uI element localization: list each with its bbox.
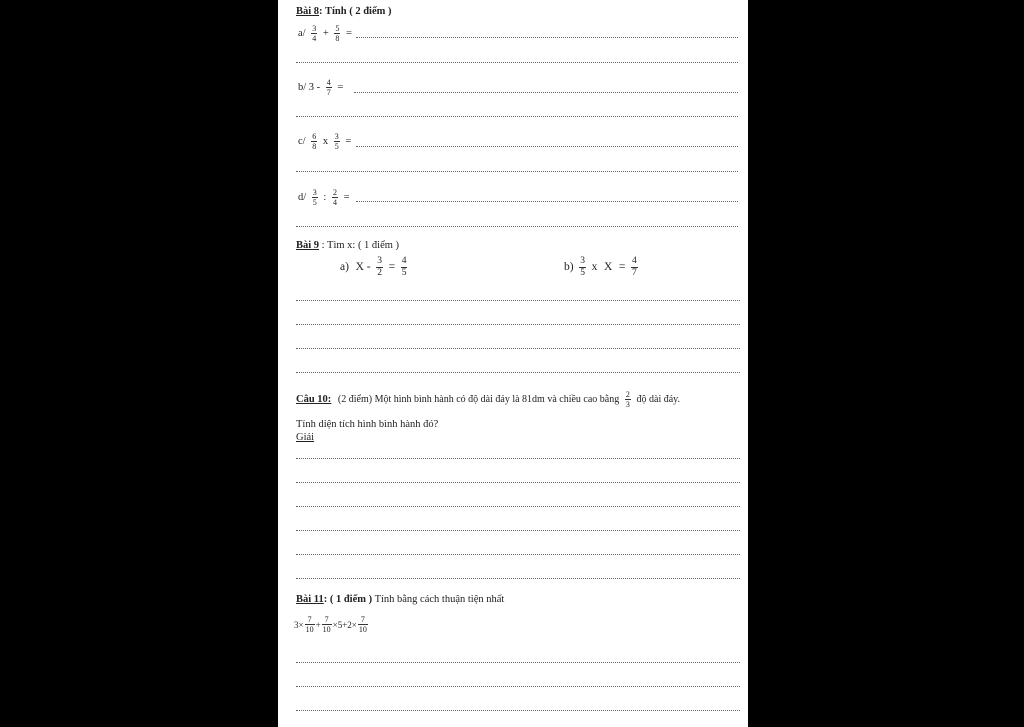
bai11-expression (294, 615, 369, 634)
answer-line (296, 62, 738, 63)
variable-x: X - (355, 261, 371, 273)
equals-sign: = (346, 27, 352, 39)
item-label: c/ (298, 135, 306, 147)
operator: + (322, 27, 329, 39)
answer-line (356, 146, 738, 147)
item-label: d/ (298, 191, 307, 203)
term: 3× (294, 619, 304, 630)
bai11-points: : ( 1 điểm ) (323, 594, 373, 605)
answer-line (296, 348, 740, 349)
operator: : (323, 191, 327, 203)
cau10-line2: Tính diện tích hình bình hành đó? (296, 419, 439, 430)
bai9-item-a (338, 256, 408, 278)
fraction: $\frac{3}{4}$ (312, 24, 317, 43)
fraction: $\frac{4}{5}$ (401, 256, 407, 278)
item-label: a/ (298, 27, 306, 39)
fraction: $\frac{5}{8}$ (335, 24, 340, 43)
equals-sign: = (618, 261, 626, 273)
bai9-heading (296, 240, 399, 252)
equals-sign: = (337, 81, 344, 93)
bai8-item-d (296, 188, 352, 207)
answer-line (354, 92, 738, 93)
cau10-text-end: độ dài đáy. (636, 393, 681, 405)
operator: x (591, 261, 598, 273)
answer-line (356, 201, 738, 202)
worksheet-page (278, 0, 748, 727)
bai9-title: Bài 9 (296, 240, 320, 251)
answer-line (296, 506, 740, 507)
operator: x (322, 135, 329, 147)
bai9-item-b (562, 256, 639, 278)
fraction: $\frac{6}{8}$ (312, 132, 317, 151)
cau10-question (296, 390, 682, 409)
bai8-item-c (296, 132, 353, 151)
fraction: $\frac{3}{5}$ (312, 188, 317, 207)
answer-line (296, 686, 740, 687)
answer-line (296, 662, 740, 663)
fraction: $\frac{7}{10}$ (305, 615, 314, 634)
item-label: b/ 3 - (298, 81, 321, 93)
term: ×5+2× (332, 619, 357, 630)
bai8-item-b (296, 78, 345, 97)
term: + (315, 619, 321, 630)
fraction: $\frac{4}{7}$ (326, 78, 331, 97)
bai8-title-rest: : Tính ( 2 điểm ) (319, 6, 392, 17)
answer-line (296, 578, 740, 579)
fraction: $\frac{4}{7}$ (632, 256, 637, 278)
answer-line (296, 458, 740, 459)
cau10-title: Câu 10: (296, 393, 332, 405)
fraction: $\frac{2}{3}$ (625, 390, 630, 409)
bai8-heading (296, 6, 392, 18)
item-label: b) (564, 261, 574, 273)
answer-line (296, 171, 738, 172)
answer-line (296, 554, 740, 555)
answer-line (356, 37, 738, 38)
bai8-title: Bài 8 (296, 6, 320, 17)
fraction: $\frac{7}{10}$ (358, 615, 367, 634)
cau10-text: (2 điểm) Một hình bình hành có độ dài đáy là 81dm và chiều cao bằng (337, 393, 620, 405)
answer-line (296, 300, 740, 301)
fraction: $\frac{3}{5}$ (334, 132, 339, 151)
answer-line (296, 372, 740, 373)
answer-line (296, 226, 738, 227)
fraction: $\frac{2}{4}$ (332, 188, 337, 207)
answer-line (296, 324, 740, 325)
fraction: $\frac{7}{10}$ (322, 615, 331, 634)
cau10-solution-label: Giải (296, 432, 315, 443)
bai11-title: Bài 11 (296, 594, 324, 605)
equals-sign: = (388, 261, 396, 273)
answer-line (296, 710, 740, 711)
bai11-instruction: Tính bằng cách thuận tiện nhất (374, 594, 505, 605)
fraction: $\frac{3}{2}$ (377, 256, 382, 278)
bai11-heading (296, 594, 504, 606)
answer-line (296, 482, 740, 483)
equals-sign: = (345, 135, 352, 147)
fraction: $\frac{3}{5}$ (580, 256, 585, 278)
answer-line (296, 116, 738, 117)
bai9-title-rest: : Tìm x: ( 1 điểm ) (319, 240, 400, 251)
variable-x: X (603, 261, 613, 273)
equals-sign: = (343, 191, 350, 203)
answer-line (296, 530, 740, 531)
item-label: a) (340, 261, 349, 273)
bai8-item-a (296, 24, 354, 43)
